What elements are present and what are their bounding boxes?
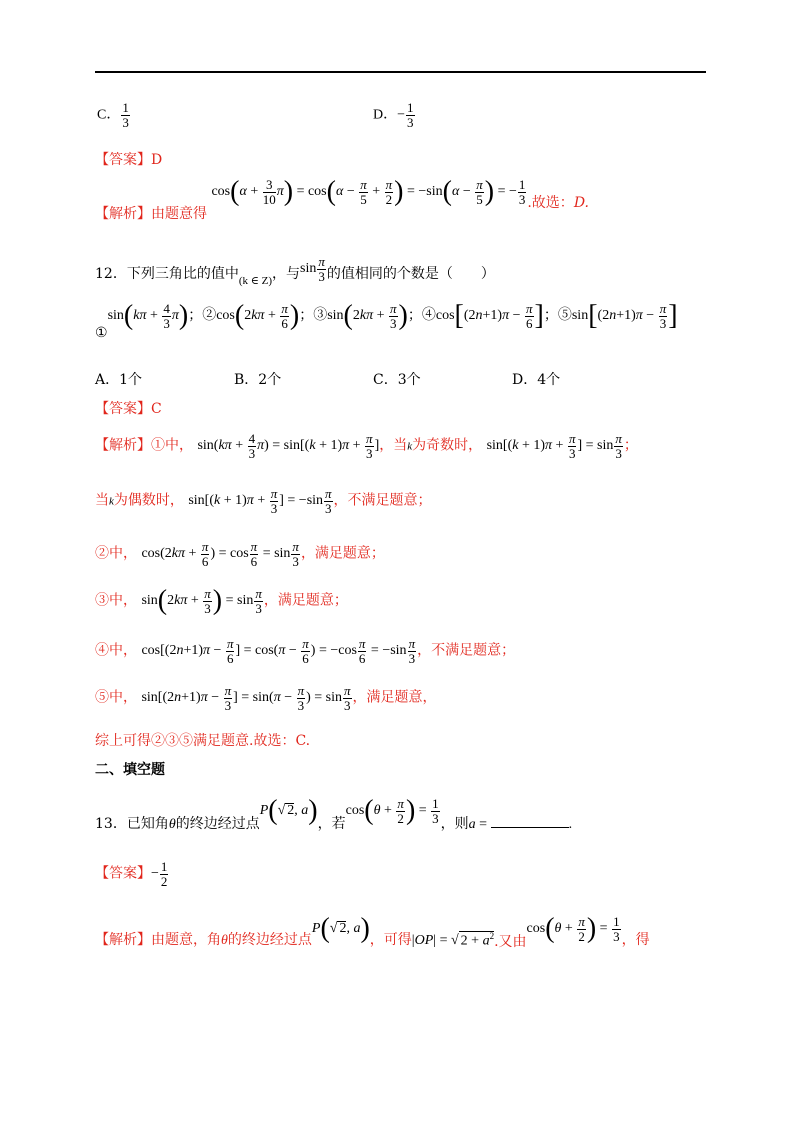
answer-11: 【答案】D: [95, 152, 163, 168]
option-c-11: C． $\frac{1}{3}$: [97, 100, 129, 130]
header-rule: [95, 71, 706, 73]
items-12: ①sin(kπ + $\frac{4}{3}$ π)；②cos(2kπ + $\frac{\pi}{6}$ )；③sin(2kπ + $\frac{\pi}{3}$ )；④cos[(2n+1)π − $\frac{\pi}{6}$ ]；⑤sin[(2n+1)π − $\frac{\pi}{3}$ ]: [95, 300, 678, 342]
item-1: ①sin(kπ + $\frac{4}{3}$ π): [95, 300, 189, 342]
analysis-11-formula: cos(α + $\frac{3}{10}$ π) = cos(α − $\frac{\pi}{5}$ + $\frac{\pi}{2}$ ) = −sin(α − $\frac{\pi}{5}$ ) = − $\frac{1}{3}$: [211, 176, 526, 208]
item-5: ⑤sin[(2n+1)π − $\frac{\pi}{3}$ ]: [557, 300, 678, 332]
analysis-12-line-1: 【解析】①中， sin(kπ + $\frac{4}{3}$ π) = sin[(k + 1)π + $\frac{\pi}{3}$ ]，当k为奇数时， sin[(k + 1)π + $\frac{\pi}{3}$ ] = sin $\frac{\pi}{3}$ ；: [95, 431, 638, 461]
question-12: 12．下列三角比的值中$_{(k \in Z)}$，与sin $\frac{\pi}{3}$ 的值相同的个数是（ ）: [95, 254, 495, 288]
analysis-11: 【解析】由题意得 cos(α + $\frac{3}{10}$ π) = cos(α − $\frac{\pi}{5}$ + $\frac{\pi}{2}$ ) = −sin(α − $\frac{\pi}{5}$ ) = − $\frac{1}{3}$ .故选：D.: [95, 176, 589, 223]
option-d-12: D．4个: [512, 372, 561, 388]
answer-13: 【答案】− $\frac{1}{2}$: [95, 859, 168, 889]
fraction: $\frac{1}{3}$: [407, 100, 414, 130]
item-3: ③sin(2kπ + $\frac{\pi}{3}$ ): [313, 300, 408, 332]
item-2: ②cos(2kπ + $\frac{\pi}{6}$ ): [202, 300, 300, 332]
analysis-12-line-6: ⑤中， sin[(2n+1)π − $\frac{\pi}{3}$ ] = sin(π − $\frac{\pi}{3}$ ) = sin $\frac{\pi}{3}$ ，满足题意，: [95, 683, 437, 713]
section-title: 二、填空题: [95, 762, 165, 778]
analysis-12-conclusion: 综上可得②③⑤满足题意.故选：C.: [95, 733, 311, 749]
option-a-12: A．1个: [95, 372, 143, 388]
analysis-12-line-5: ④中， cos[(2n+1)π − $\frac{\pi}{6}$ ] = cos(π − $\frac{\pi}{6}$ ) = −cos $\frac{\pi}{6}$ = −sin $\frac{\pi}{3}$ ，不满足题意；: [95, 636, 516, 666]
question-13: 13．已知角θ的终边经过点P(√ 2, a)，若cos(θ + $\frac{\pi}{2}$ ) = $\frac{1}{3}$ ，则a = .: [95, 795, 573, 833]
analysis-12-line-4: ③中， sin(2kπ + $\frac{\pi}{3}$ ) = sin $\frac{\pi}{3}$ ，满足题意；: [95, 585, 348, 617]
option-b-12: B．2个: [234, 372, 282, 388]
analysis-13: 【解析】由题意，角θ的终边经过点P(√ 2, a)，可得|OP| = √ $2 + a^2$.又由cos(θ + $\frac{\pi}{2}$ ) = $\frac{1}{3}$ ，得: [95, 913, 650, 951]
option-c-12: C．3个: [373, 372, 421, 388]
answer-12: 【答案】C: [95, 401, 162, 417]
fraction: $\frac{1}{3}$: [122, 100, 129, 130]
option-d-11: D．− $\frac{1}{3}$: [373, 100, 414, 130]
item-4: ④cos[(2n+1)π − $\frac{\pi}{6}$ ]: [421, 300, 544, 332]
analysis-12-line-2: 当k为偶数时， sin[(k + 1)π + $\frac{\pi}{3}$ ] = −sin $\frac{\pi}{3}$ ，不满足题意；: [95, 486, 432, 516]
analysis-12-line-3: ②中， cos(2kπ + $\frac{\pi}{6}$ ) = cos $\frac{\pi}{6}$ = sin $\frac{\pi}{3}$ ，满足题意；: [95, 539, 385, 569]
